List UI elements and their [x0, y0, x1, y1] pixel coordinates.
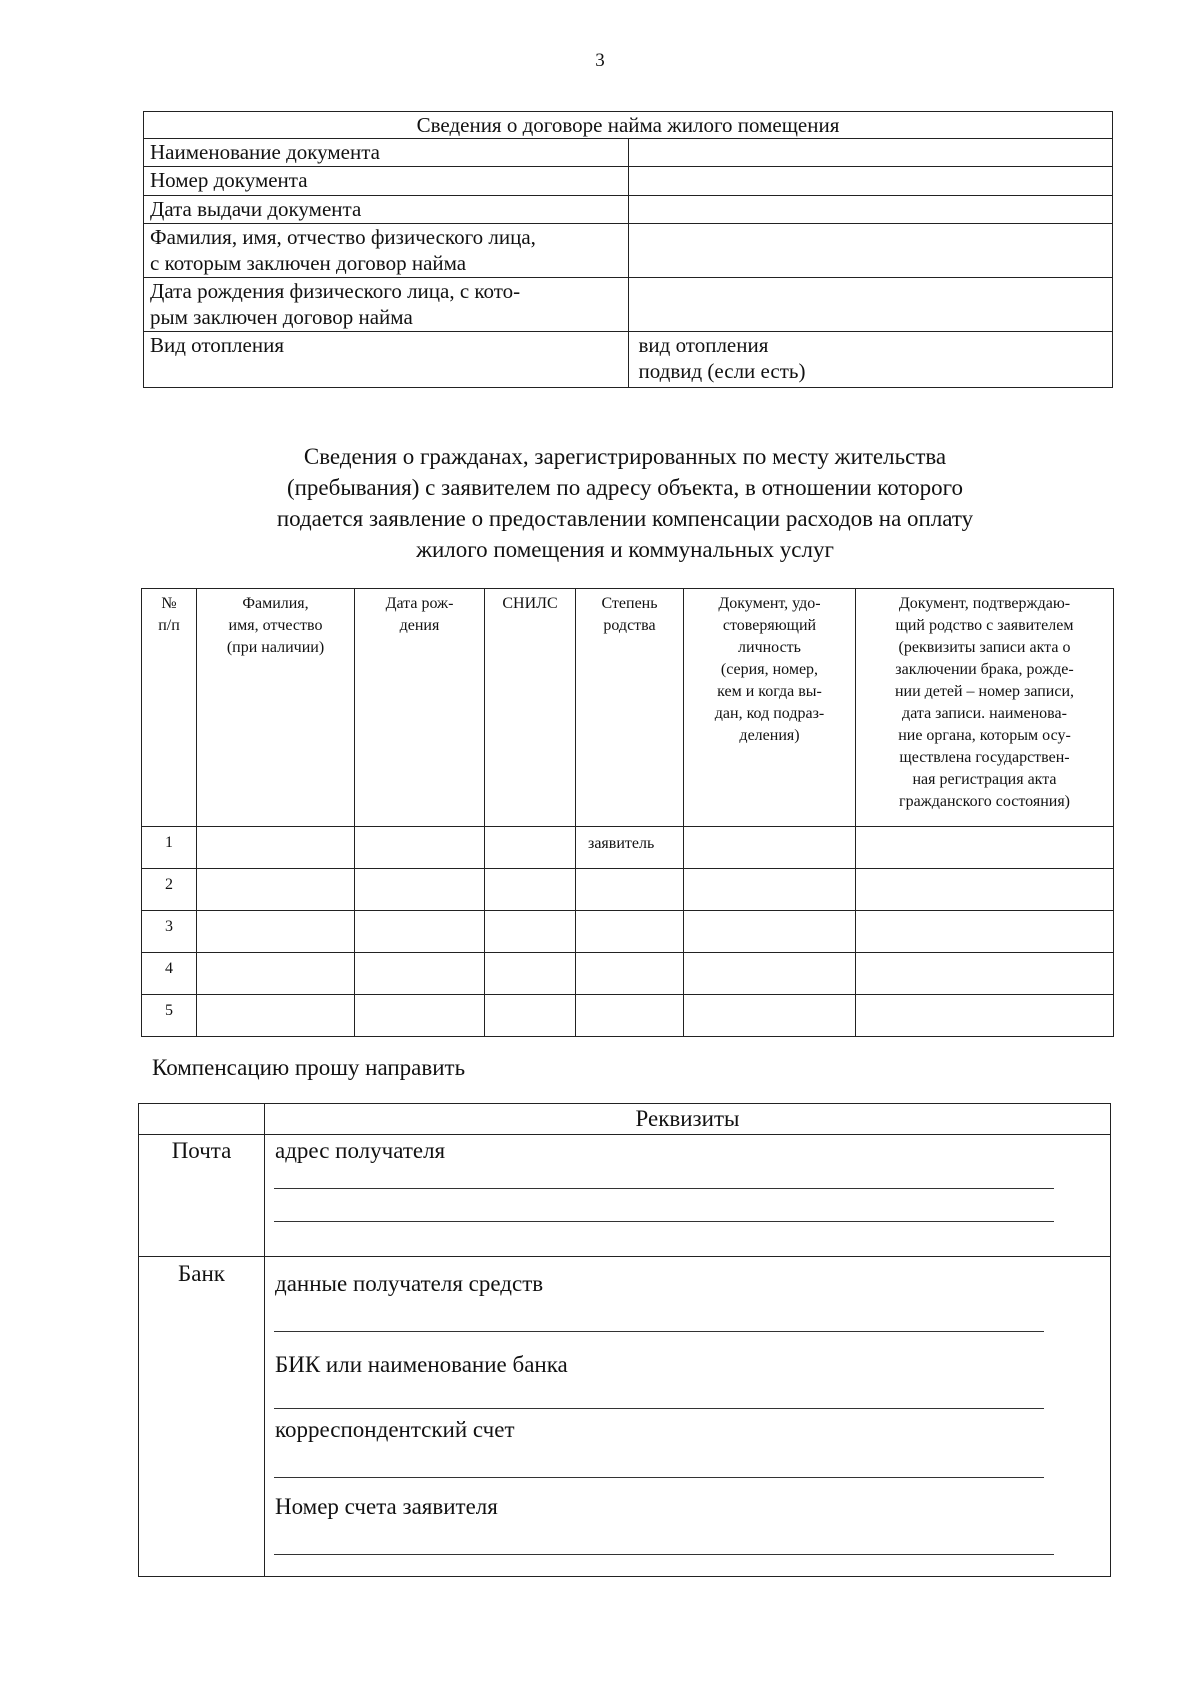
row-number: 4 — [142, 953, 197, 995]
lease-row-label: Дата выдачи документа — [144, 196, 629, 224]
cell-id-document[interactable] — [684, 953, 856, 995]
recipient-data-label: данные получателя средств — [275, 1271, 544, 1296]
heating-subtype: подвид (если есть) — [638, 359, 806, 383]
cell-kinship-document[interactable] — [856, 953, 1114, 995]
row-number: 1 — [142, 827, 197, 869]
column-header: Дата рож- дения — [355, 589, 485, 827]
row-number: 5 — [142, 995, 197, 1037]
title-line: Сведения о гражданах, зарегистрированных по месту жительства — [303, 444, 947, 469]
column-header: Документ, удо- стоверяющий личность (серия, номер, кем и когда вы- дан, код подраз- деления) — [684, 589, 856, 827]
cell-name[interactable] — [197, 953, 355, 995]
cell-id-document[interactable] — [684, 869, 856, 911]
cell-kinship-document[interactable] — [856, 995, 1114, 1037]
cell-id-document[interactable] — [684, 827, 856, 869]
bank-label: Банк — [139, 1257, 265, 1577]
lease-row-label: Номер документа — [144, 167, 629, 196]
compensation-heading: Компенсацию прошу направить — [152, 1055, 466, 1080]
column-header: Степень родства — [576, 589, 684, 827]
lease-doc-number-value[interactable] — [628, 167, 1113, 196]
bank-bik-line[interactable] — [274, 1380, 1044, 1409]
page-number: 3 — [595, 50, 605, 71]
applicant-account-line[interactable] — [274, 1522, 1054, 1555]
compensation-details-table — [138, 1103, 1111, 1577]
heating-value[interactable] — [628, 332, 1113, 388]
cell-snils[interactable] — [485, 869, 576, 911]
column-header: СНИЛС — [485, 589, 576, 827]
cell-snils[interactable] — [485, 827, 576, 869]
table-row — [142, 827, 1114, 869]
lease-row-label — [144, 224, 629, 278]
correspondent-account-label: корреспондентский счет — [275, 1417, 515, 1442]
label-line: с которым заключен договор найма — [150, 251, 467, 275]
cell-kinship-document[interactable] — [856, 911, 1114, 953]
recipient-address-line[interactable] — [274, 1166, 1054, 1189]
cell-relation[interactable] — [576, 911, 684, 953]
heating-label: Вид отопления — [144, 332, 629, 388]
cell-birthdate[interactable] — [355, 911, 485, 953]
cell-name[interactable] — [197, 869, 355, 911]
cell-name[interactable] — [197, 911, 355, 953]
cell-relation[interactable] — [576, 995, 684, 1037]
cell-relation[interactable]: заявитель — [576, 827, 684, 869]
cell-id-document[interactable] — [684, 911, 856, 953]
label-line: рым заключен договор найма — [150, 305, 413, 329]
recipient-data-line[interactable] — [274, 1299, 1044, 1332]
lease-tenant-birthdate-value[interactable] — [628, 278, 1113, 332]
bank-bik-label: БИК или наименование банка — [275, 1352, 568, 1377]
cell-snils[interactable] — [485, 953, 576, 995]
cell-relation[interactable] — [576, 869, 684, 911]
lease-tenant-name-value[interactable] — [628, 224, 1113, 278]
cell-birthdate[interactable] — [355, 869, 485, 911]
applicant-account-label: Номер счета заявителя — [275, 1494, 498, 1519]
column-header: Фамилия, имя, отчество (при наличии) — [197, 589, 355, 827]
cell-id-document[interactable] — [684, 995, 856, 1037]
requisites-header: Реквизиты — [265, 1104, 1111, 1135]
label-line: Фамилия, имя, отчество физического лица, — [150, 225, 536, 249]
lease-row-label: Наименование документа — [144, 139, 629, 167]
title-line: (пребывания) с заявителем по адресу объекта, в отношении которого — [286, 475, 964, 500]
cell-kinship-document[interactable] — [856, 827, 1114, 869]
cell-birthdate[interactable] — [355, 953, 485, 995]
cell-snils[interactable] — [485, 995, 576, 1037]
table-row — [142, 911, 1114, 953]
column-header: Документ, подтверждаю- щий родство с заявителем (реквизиты записи акта о заключении брака, рожде- нии детей – номер записи, дата записи. наименова- ние органа, которым осу- ществлена государствен- ная регистрация акта гражданского состояния) — [856, 589, 1114, 827]
cell-name[interactable] — [197, 827, 355, 869]
bank-requisites — [265, 1257, 1111, 1577]
blank-header-cell — [139, 1104, 265, 1135]
table-row — [142, 995, 1114, 1037]
lease-row-label — [144, 278, 629, 332]
cell-birthdate[interactable] — [355, 995, 485, 1037]
table-row — [142, 869, 1114, 911]
lease-doc-date-value[interactable] — [628, 196, 1113, 224]
lease-doc-name-value[interactable] — [628, 139, 1113, 167]
registered-citizens-table — [141, 588, 1114, 1037]
lease-table-title: Сведения о договоре найма жилого помещения — [144, 112, 1113, 139]
mail-requisites — [265, 1135, 1111, 1257]
correspondent-account-line[interactable] — [274, 1445, 1044, 1478]
cell-birthdate[interactable] — [355, 827, 485, 869]
cell-relation[interactable] — [576, 953, 684, 995]
mail-label: Почта — [139, 1135, 265, 1257]
row-number: 2 — [142, 869, 197, 911]
row-number: 3 — [142, 911, 197, 953]
label-line: Дата рождения физического лица, с кото- — [150, 279, 521, 303]
column-header: № п/п — [142, 589, 197, 827]
recipient-address-label: адрес получателя — [275, 1138, 446, 1163]
cell-name[interactable] — [197, 995, 355, 1037]
cell-snils[interactable] — [485, 911, 576, 953]
lease-info-table — [143, 111, 1113, 388]
citizens-section-title — [200, 441, 1050, 565]
heating-type: вид отопления — [638, 333, 769, 357]
title-line: подается заявление о предоставлении компенсации расходов на оплату — [276, 506, 974, 531]
table-row — [142, 953, 1114, 995]
cell-kinship-document[interactable] — [856, 869, 1114, 911]
recipient-address-line[interactable] — [274, 1189, 1054, 1222]
title-line: жилого помещения и коммунальных услуг — [416, 537, 834, 562]
